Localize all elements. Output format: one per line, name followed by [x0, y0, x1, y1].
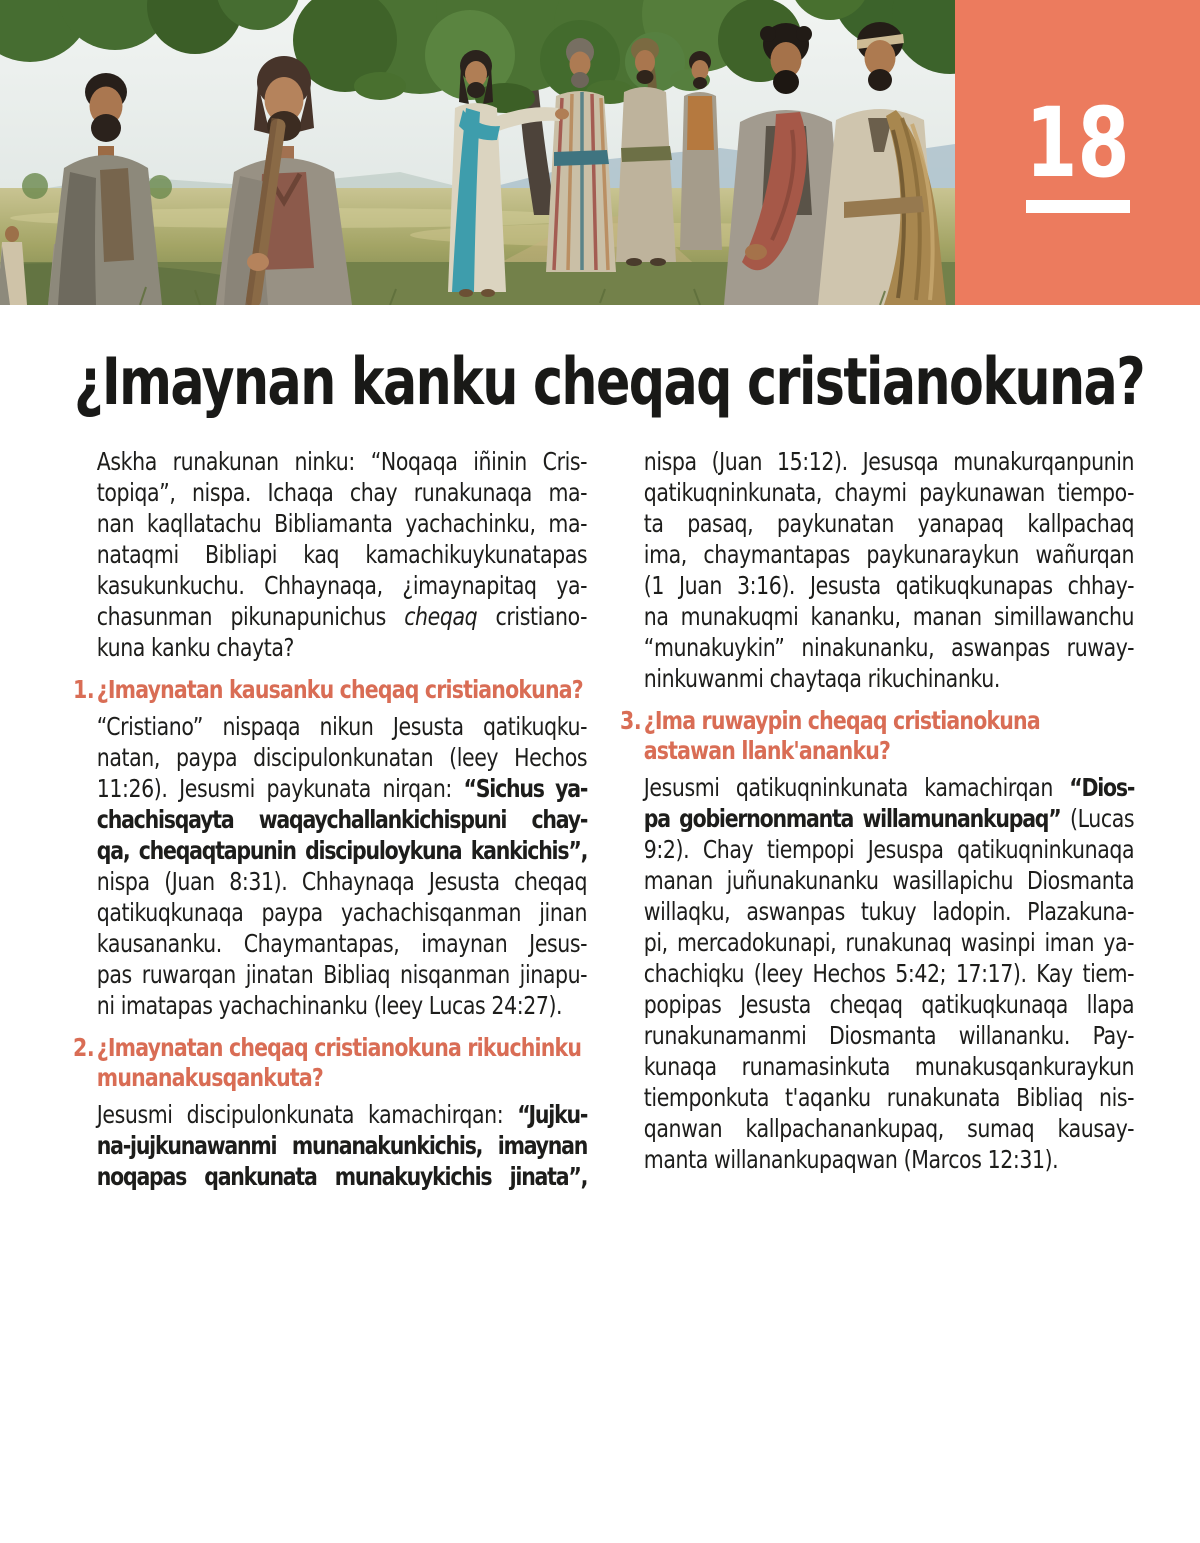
text-line: pas ruwarqan jinatan Bibliaq nisqanman jinapu- [96, 960, 588, 989]
text-line: ta pasaq, paykunatan yanapaq kallpachaq [643, 509, 1135, 538]
section-number: 2. [73, 1033, 95, 1062]
text-line: chasunman pikunapunichus cheqaq cristiano- [96, 602, 588, 631]
text-line: 9:2). Chay tiempopi Jesuspa qatikuqninkunaqa [643, 835, 1135, 864]
text-line: astawan llank'ananku? [643, 736, 891, 765]
text-line: pa gobiernonmanta willamunankupaq” (Lucas [643, 804, 1135, 833]
text-line: na munakuqmi kananku, manan simillawanchu [643, 602, 1135, 631]
chapter-badge [955, 0, 1200, 305]
section-heading-1 [73, 675, 587, 705]
text-line: noqapas qankunata munakuykichis jinata”, [96, 1162, 588, 1191]
text-line: Jesusmi qatikuqninkunata kamachirqan “Dios- [643, 773, 1135, 802]
text-line: manta willanankupaqwan (Marcos 12:31). [643, 1145, 1059, 1174]
text-line: ¿Imaynatan cheqaq cristianokuna rikuchinku [96, 1033, 582, 1062]
text-line: (1 Juan 3:16). Jesusta qatikuqkunapas chhay- [643, 571, 1135, 600]
text-line: nataqmi Bibliapi kaq kamachikuykunatapas [96, 540, 588, 569]
text-line: ¿Ima ruwaypin cheqaq cristianokuna [643, 706, 1040, 735]
text-line: Askha runakunan ninku: “Noqaqa iñinin Cris- [96, 447, 588, 476]
section-3-paragraph [620, 772, 1134, 1175]
text-line: nan kaqllatachu Bibliamanta yachachinku, ma- [96, 509, 588, 538]
text-line: manan juñunakunanku wasillapichu Diosmanta [643, 866, 1135, 895]
text-line: kasukunkuchu. Chhaynaqa, ¿imaynapitaq ya- [96, 571, 588, 600]
text-line: munanakusqankuta? [96, 1063, 323, 1092]
text-line: nispa (Juan 8:31). Chhaynaqa Jesusta cheqaq [96, 867, 588, 896]
section-heading-3 [620, 706, 1134, 766]
section-number: 3. [620, 706, 642, 735]
text-line: popipas Jesusta cheqaq qatikuqkunaqa llapa [643, 990, 1135, 1019]
section-1-paragraph [73, 711, 587, 1021]
intro-paragraph [73, 446, 587, 663]
section-number: 1. [73, 675, 95, 704]
text-line: “Cristiano” nispaqa nikun Jesusta qatikuqku- [96, 712, 588, 741]
right-column [620, 446, 1134, 1175]
text-line: natan, paypa discipulonkunatan (leey Hechos [96, 743, 588, 772]
text-line: ¿Imaynatan kausanku cheqaq cristianokuna? [96, 675, 583, 704]
text-line: qa, cheqaqtapunin discipuloykuna kankichis”, [96, 836, 588, 865]
chapter-number: 18 [1025, 87, 1130, 199]
header-photo [0, 0, 955, 305]
text-line: nispa (Juan 15:12). Jesusqa munakurqanpunin [643, 447, 1135, 476]
text-line: chachisqayta waqaychallankichispuni chay- [96, 805, 588, 834]
chapter-underline [1026, 200, 1130, 213]
text-line: 11:26). Jesusmi paykunata nirqan: “Sichus ya- [96, 774, 588, 803]
section-2-paragraph [73, 1099, 587, 1192]
text-line: kausananku. Chaymantapas, imaynan Jesus- [96, 929, 588, 958]
left-column [73, 446, 587, 1192]
text-line: tiemponkuta t'aqanku runakunata Bibliaq nis- [643, 1083, 1135, 1112]
text-line: na-jujkunawanmi munanakunkichis, imaynan [96, 1131, 588, 1160]
text-line: kunaqa runamasinkuta munakusqankuraykun [643, 1052, 1135, 1081]
text-line: chachiqku (leey Hechos 5:42; 17:17). Kay tiem- [643, 959, 1135, 988]
text-line: runakunamanmi Diosmanta willananku. Pay- [643, 1021, 1135, 1050]
text-line: ima, chaymantapas paykunaraykun wañurqan [643, 540, 1135, 569]
text-line: willaqku, aswanpas tukuy ladopin. Plazakuna- [643, 897, 1135, 926]
text-line: qanwan kallpachanankupaq, sumaq kausay- [643, 1114, 1135, 1143]
section-2-paragraph-continued [620, 446, 1134, 694]
text-line: qatikuqninkunata, chaymi paykunawan tiempo- [643, 478, 1135, 507]
text-line: pi, mercadokunapi, runakunaq wasinpi iman ya- [643, 928, 1135, 957]
section-heading-text [644, 706, 1134, 766]
text-line: qatikuqkunaqa paypa yachachisqanman jinan [96, 898, 588, 927]
text-line: topiqa”, nispa. Ichaqa chay runakunaqa ma- [96, 478, 588, 507]
section-heading-text [97, 675, 587, 705]
text-line: kuna kanku chayta? [96, 633, 294, 662]
text-line: “munakuykin” ninakunanku, aswanpas ruway- [643, 633, 1135, 662]
text-line: ninkuwanmi chaytaqa rikuchinanku. [643, 664, 1000, 693]
section-heading-2 [73, 1033, 587, 1093]
page-title: ¿Imaynan kanku cheqaq cristianokuna? [74, 345, 1145, 420]
section-heading-text [97, 1033, 587, 1093]
text-line: Jesusmi discipulonkunata kamachirqan: “Jujku- [96, 1100, 588, 1129]
text-line: ni imatapas yachachinanku (leey Lucas 24:27). [96, 991, 563, 1020]
